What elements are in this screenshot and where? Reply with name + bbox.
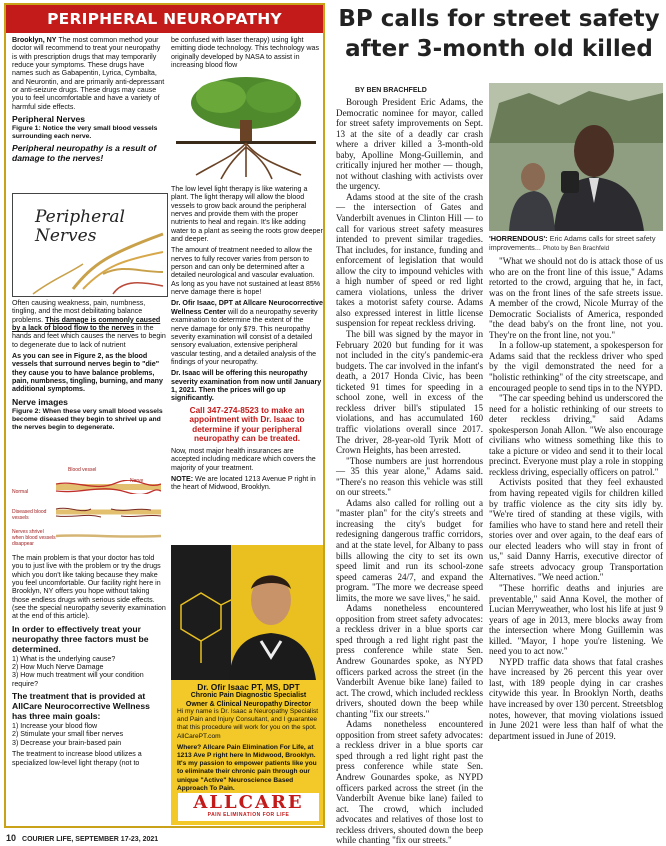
allcare-logo bbox=[178, 793, 319, 821]
list-item: 1) Increase your blood flow bbox=[12, 722, 98, 731]
ad-exam-lead: Dr. Ofir Isaac, DPT at Allcare Neurocorrective Wellness Center bbox=[171, 299, 323, 316]
article-paragraph: In a follow-up statement, a spokesperson for Adams said that the reckless driver who sped by the vigil demonstrated the need for a "holistic rethinking" of the city streetscape, and encouraged people to send tips in to the NYPD. bbox=[489, 340, 663, 393]
list-item: 3) Decrease your brain-based pain bbox=[12, 738, 122, 747]
article-headline: BP calls for street safety after 3-month old killed bbox=[338, 6, 660, 62]
article-paragraph: Activists posited that they feel exhausted from having repeated vigils for children killed by traffic violence as the city sits idly by. "We're tired of standing at these vigils, with families who have to stand here and retell their stories over and over again, to the deaf ears of our elected leaders who will stay in front of us," said Danny Harris, executive director of safe streets advocacy group Transportation Alternatives. "We need action." bbox=[489, 477, 663, 583]
article-paragraph: Borough President Eric Adams, the Democratic nominee for mayor, called for street safety improvements on Sept. 13 at the site of a deadly car crash where a driver killed a 3-month-old baby, Apolline Mong-Guillemin, and critically injured her mother — though, not without clashing with activists over the urgency. bbox=[336, 97, 483, 192]
neuropathy-advertisement bbox=[4, 3, 325, 828]
ad-note-lead: NOTE: bbox=[171, 475, 194, 483]
label-diseased: Diseased blood vessels bbox=[12, 509, 47, 521]
ad-damage-paragraph bbox=[12, 299, 166, 349]
ad-column-1-bottom bbox=[12, 554, 166, 770]
doctor-promo bbox=[171, 545, 325, 825]
ad-led-text: be confused with laser therapy) using light emitting diode technology. This technology was originally developed by NASA to assist in increasing blood flow bbox=[171, 36, 320, 70]
ad-exam-text: will do a neuropathy severity examination to determine the extent of the nerve damage for only $79. This neuropathy severity examination will consist of a detailed sensory evaluation, extensive peripheral vascular testing, and a detailed analysis of the findings of your neuropathy. bbox=[171, 307, 318, 366]
article-photo-art bbox=[489, 83, 663, 231]
label-blood-vessel: Blood vessel bbox=[68, 467, 97, 473]
list-item: 2) Stimulate your small fiber nerves bbox=[12, 730, 124, 739]
caption-text: Eric Adams calls for street safety improvements... bbox=[489, 234, 656, 252]
ad-insurance: Now, most major health insurances are accepted including medicare which covers the majority of your treatment. bbox=[171, 446, 316, 472]
article-paragraph: NYPD traffic data shows that fatal crashes have increased by 26 percent this year over last, with 189 people dying in car crashes citywide this year. In Brooklyn North, deaths have increased by over 130 percent. Streetsblog notes, however, that moving violations issued in June 2021 were less than half of what the department issued in June of 2019. bbox=[489, 656, 663, 741]
ad-title: PERIPHERAL NEUROPATHY WARNING! bbox=[6, 5, 323, 33]
normal-nerve-drawing bbox=[56, 480, 161, 494]
allcare-logo-text: ALLCARE bbox=[193, 792, 304, 813]
label-normal: Normal bbox=[12, 489, 29, 495]
doctor-photo-art bbox=[171, 545, 325, 680]
article-byline: BY BEN BRACHFELD bbox=[355, 87, 427, 94]
diseased-nerve-drawing bbox=[56, 505, 161, 519]
ad-column-2-mid bbox=[171, 185, 323, 495]
factors-heading: In order to effectively treat your neuropathy three factors must be determined. bbox=[12, 623, 149, 654]
ad-intro-lead: Brooklyn, NY bbox=[12, 36, 57, 44]
ad-offer: Dr. Isaac will be offering this neuropathy severity examination from now until January 1, 2021. Then the prices will go up significantly. bbox=[171, 369, 322, 403]
ad-note bbox=[171, 475, 323, 492]
list-item: 2) How Much Nerve Damage bbox=[12, 663, 104, 672]
ad-intro-text: The most common method your doctor will recommend to treat your neuropathy is with prescription drugs that may temporarily reduce your symptoms. These drugs have names such as Gabapentin, Lyrica, Cymbalta, and Neurontin, and are primarily anti-depressant or anti-seizure drugs. These drugs may cause you to feel uncomfortable and have a variety of harmful side effects. bbox=[12, 36, 165, 111]
article-paragraph: "These horrific deaths and injuries are preventable," said Anna Kovel, the mother of Lucian Merryweather, who lost his life at just 9 years of age in 2013, mere blocks away from the intersection where Mong Guillemin was killed. "Mayor, I hope you're listening. We need you to act now." bbox=[489, 582, 663, 657]
doctor-name: Dr. Ofir Isaac PT, MS, DPT bbox=[197, 682, 300, 692]
goals-list bbox=[12, 722, 166, 747]
article-paragraph: Adams stood at the site of the crash — the intersection of Gates and Vanderbilt avenues in Clinton Hill — to call for various street safety measures intended to prevent similar tragedies. That includes, for instance, funding and enforcement of legislation that would allow the city to impound vehicles with a high number of speed or red light camera violations, unless the driver takes a motorist safety course. Adams also expressed interest in little license suspension for repeat reckless driving. bbox=[336, 191, 483, 329]
figure-1-caption: Figure 1: Notice the very small blood vessels surrounding each nerve. bbox=[12, 125, 158, 141]
shriveled-nerve-drawing bbox=[56, 529, 161, 543]
article-photo bbox=[489, 83, 663, 231]
article-paragraph: Adams also called for rolling out a "master plan" for the city's streets and increasing the city's budget for redesigning dangerous traffic corridors, and at the state level, for Albany to pass bills allowing the city to set its own speed limit and run its school-zone speed cameras 24/7, and expand the program. "The more we decrease speed limits, the more we save lives," he said. bbox=[336, 497, 483, 603]
doctor-title-2: Owner & Clinical Neuropathy Director bbox=[185, 700, 312, 708]
ad-exam bbox=[171, 299, 323, 366]
page-footer bbox=[6, 833, 158, 843]
article-paragraph: "The car speeding behind us underscored the need for a holistic rethinking of our streets to deter reckless driving," said Adams spokesperson Jonah Allon. "We also encourage civilians who witness something like this to take a picture or video and send it to their local precinct. Everyone must play a role in stopping reckless driving, especially officers on patrol." bbox=[489, 393, 663, 477]
tree-illustration bbox=[176, 75, 316, 180]
article-column-2 bbox=[489, 256, 663, 741]
ad-treatment-text: The treatment to increase blood utilizes a specialized low-level light therapy (not to bbox=[12, 750, 142, 767]
figure-2-intro: As you can see in Figure 2, as the blood vessels that surround nerves begin to "die" they cause you to have balance problems, pain, numbness, tingling, burning, and many additional symptoms. bbox=[12, 352, 163, 394]
nerve-images-heading: Nerve images bbox=[12, 396, 68, 407]
ad-call-to-action: Call 347-274-8523 to make an appointment with Dr. Isaac to determine if your peripheral neuropathy can be treated. bbox=[189, 404, 305, 444]
page-number: 10 bbox=[6, 833, 17, 843]
label-shrivel: Nerves shrivel when blood vessels disappear bbox=[12, 529, 56, 547]
article-paragraph: Adams nonetheless encountered opposition from street safety advocates: a reckless driver in a blue sports car sped through a red light right past the press conference while state Sen. Andrew Gounardes spoke, as NYPD officers parked across the street (in the Vanderbilt Avenue bike lane) failed to act. The crowd, which included advocates and relatives of those lost to reckless drivers, shouted down the beep while chanting "fix our streets." bbox=[336, 719, 483, 846]
nerve-diagram bbox=[12, 467, 166, 549]
article-paragraph: The bill was signed by the mayor in February 2020 but funding for it was not included in the city's pandemic-era budgets. The car involved in the infant's death, a 2017 Honda Civic, has been ticketed 91 times for speeding in a school zone, well in excess of the reckless driver bill's stipulated 15 violations, and has accumulated 160 traffic violations overall since 2017. The driver, 28-year-old Tyrik Mott of Crown Heights, has been arrested. bbox=[336, 329, 483, 456]
doctor-text bbox=[177, 708, 322, 793]
figure-2-caption: Figure 2: When these very small blood vessels become diseased they begin to shrivel up and the nerves begin to degenerate. bbox=[12, 407, 163, 431]
ad-intro bbox=[12, 36, 166, 111]
italic-heading: Peripheral neuropathy is a result of damage to the nerves! bbox=[12, 143, 157, 164]
ad-column-1 bbox=[12, 36, 166, 167]
goals-heading: The treatment that is provided at AllCare Neurocorrective Wellness has three main goals: bbox=[12, 691, 150, 722]
doctor-photo bbox=[171, 545, 325, 680]
ad-main-problem: The main problem is that your doctor has told you to just live with the problem or try the drugs which you don't like taking because they make you feel uncomfortable. Our facility right here in Brooklyn, NY offers you hope without taking those endless drugs with serious side effects. (see the special neuropathy severity examination at the end of this article). bbox=[12, 554, 166, 621]
doctor-text-2: Where? Allcare Pain Elimination For Life, at 1213 Ave P right here In Midwood, Brooklyn. It's my passion to empower patients like you to eliminate their chronic pain through our unique "Active" Neuroscience Based Approach To Pain. bbox=[177, 743, 317, 792]
ad-light-therapy: The low level light therapy is like watering a plant. The light therapy will allow the blood vessels to grow back around the peripheral nerves and provide them with the proper nutrients to heal and regain. It's like adding water to a plant as seeing the roots grow deeper and deeper. bbox=[171, 185, 323, 244]
doctor-text-1: Hi my name is Dr. Isaac a Neuropathy Specialist and Pain and Injury Consultant, and I guarantee that this procedure will work for you on the spot. AllCarePT.com bbox=[177, 708, 319, 740]
damage-text-a: Often causing weakness, pain, numbness, tingling, and the most debilitating balance problems. bbox=[12, 299, 146, 324]
caption-lead: 'HORRENDOUS': bbox=[489, 234, 548, 243]
ad-note-text: We are located 1213 Avenue P right in the heart of Midwood, Brooklyn. bbox=[171, 475, 316, 492]
label-nerve: Nerve bbox=[130, 478, 144, 484]
list-item: 1) What is the underlying cause? bbox=[12, 654, 116, 663]
doctor-title-1: Chronic Pain Diagnostic Specialist bbox=[190, 692, 307, 699]
article-paragraph: Adams nonetheless encountered opposition from street safety advocates: a reckless driver in a blue sports car sped through a red light right past the press conference while state Sen. Andrew Gounardes spoke, as NYPD officers parked across the street (in the Vanderbilt Avenue bike lane) failed to act. The crowd, which included reckless drivers, shouted down the beep while chanting "fix our streets." bbox=[336, 603, 483, 719]
ad-column-1-mid bbox=[12, 299, 166, 434]
photo-caption bbox=[489, 234, 663, 253]
damage-text-underlined: This damage is commonly caused by a lack of blood flow to the nerves bbox=[12, 315, 161, 333]
damage-text-b: in the hands and feet which causes the nerves to begin to degenerate due to lack of nutrient bbox=[12, 324, 166, 349]
nerves-illustration-text: Peripheral Nerves bbox=[35, 207, 125, 246]
ad-amount: The amount of treatment needed to allow the nerves to fully recover varies from person to person and can only be determined after a detailed neurological and vascular evaluation. As long as you have not sustained at least 85% nerve damage there is hope! bbox=[171, 246, 321, 297]
ad-column-2 bbox=[171, 36, 323, 72]
allcare-logo-tagline: PAIN ELIMINATION FOR LIFE bbox=[207, 812, 290, 818]
doctor-name-block bbox=[171, 682, 325, 709]
article-paragraph: "What we should not do is attack those of us who are on the front line of this issue," Adams retorted to the crowd, arguing that he, in fact, was on the front lines of the safe streets issue. A member of the crowd, Nicole Murray of the Democratic Socialists of America, responded "the dead baby's on the front line, not you. They're on the front line, not you." bbox=[489, 256, 663, 340]
peripheral-nerves-illustration bbox=[12, 193, 168, 297]
article-column-1 bbox=[336, 97, 483, 846]
caption-credit: Photo by Ben Brachfeld bbox=[542, 245, 610, 252]
article-paragraph: "Those numbers are just horrendous — 35 this year alone," Adams said. "There's no reason this vehicle was still on our streets." bbox=[336, 455, 483, 498]
list-item: 3) How much treatment will your condition require? bbox=[12, 671, 144, 688]
factors-list bbox=[12, 655, 166, 688]
peripheral-nerves-heading: Peripheral Nerves bbox=[12, 114, 86, 125]
footer-publication: COURIER LIFE, SEPTEMBER 17-23, 2021 bbox=[22, 836, 159, 843]
